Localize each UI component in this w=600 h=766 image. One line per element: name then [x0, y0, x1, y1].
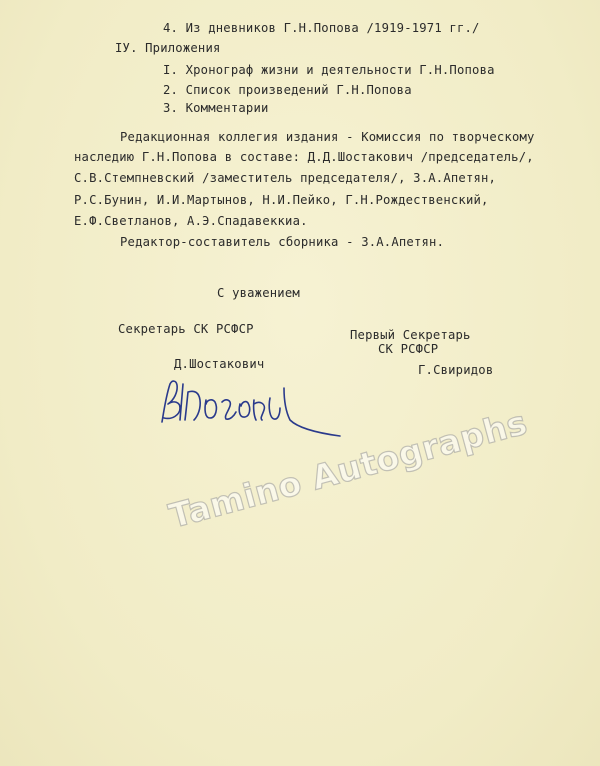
- toc-section-appendices: IУ. Приложения: [115, 41, 221, 55]
- toc-appendix-3: 3. Комментарии: [163, 101, 269, 115]
- closing-regards: С уважением: [217, 286, 300, 300]
- watermark-text: Tamino Autographs: [165, 402, 532, 536]
- handwritten-signature: [150, 370, 350, 440]
- right-signatory-title-2: СК РСФСР: [378, 342, 439, 356]
- board-line-5: Е.Ф.Светланов, А.Э.Спадавеккиа.: [74, 214, 308, 228]
- board-line-3: С.В.Стемпневский /заместитель председателя/, З.А.Апетян,: [74, 171, 497, 185]
- board-line-2: наследию Г.Н.Попова в составе: Д.Д.Шостакович /председатель/,: [74, 150, 534, 164]
- board-line-1: Редакционная коллегия издания - Комиссия по творческому: [120, 130, 535, 144]
- right-signatory-name: Г.Свиридов: [418, 363, 494, 377]
- toc-appendix-1: I. Хронограф жизни и деятельности Г.Н.Попова: [163, 63, 495, 77]
- toc-item-4: 4. Из дневников Г.Н.Попова /1919-1971 гг./: [163, 21, 480, 35]
- board-line-4: Р.С.Бунин, И.И.Мартынов, Н.И.Пейко, Г.Н.Рождественский,: [74, 193, 489, 207]
- editor-line: Редактор-составитель сборника - З.А.Апетян.: [120, 235, 445, 249]
- left-signatory-name: Д.Шостакович: [174, 357, 265, 371]
- signature-ink: [162, 381, 340, 436]
- left-signatory-title: Секретарь СК РСФСР: [118, 322, 254, 336]
- toc-appendix-2: 2. Список произведений Г.Н.Попова: [163, 83, 412, 97]
- right-signatory-title-1: Первый Секретарь: [350, 328, 471, 342]
